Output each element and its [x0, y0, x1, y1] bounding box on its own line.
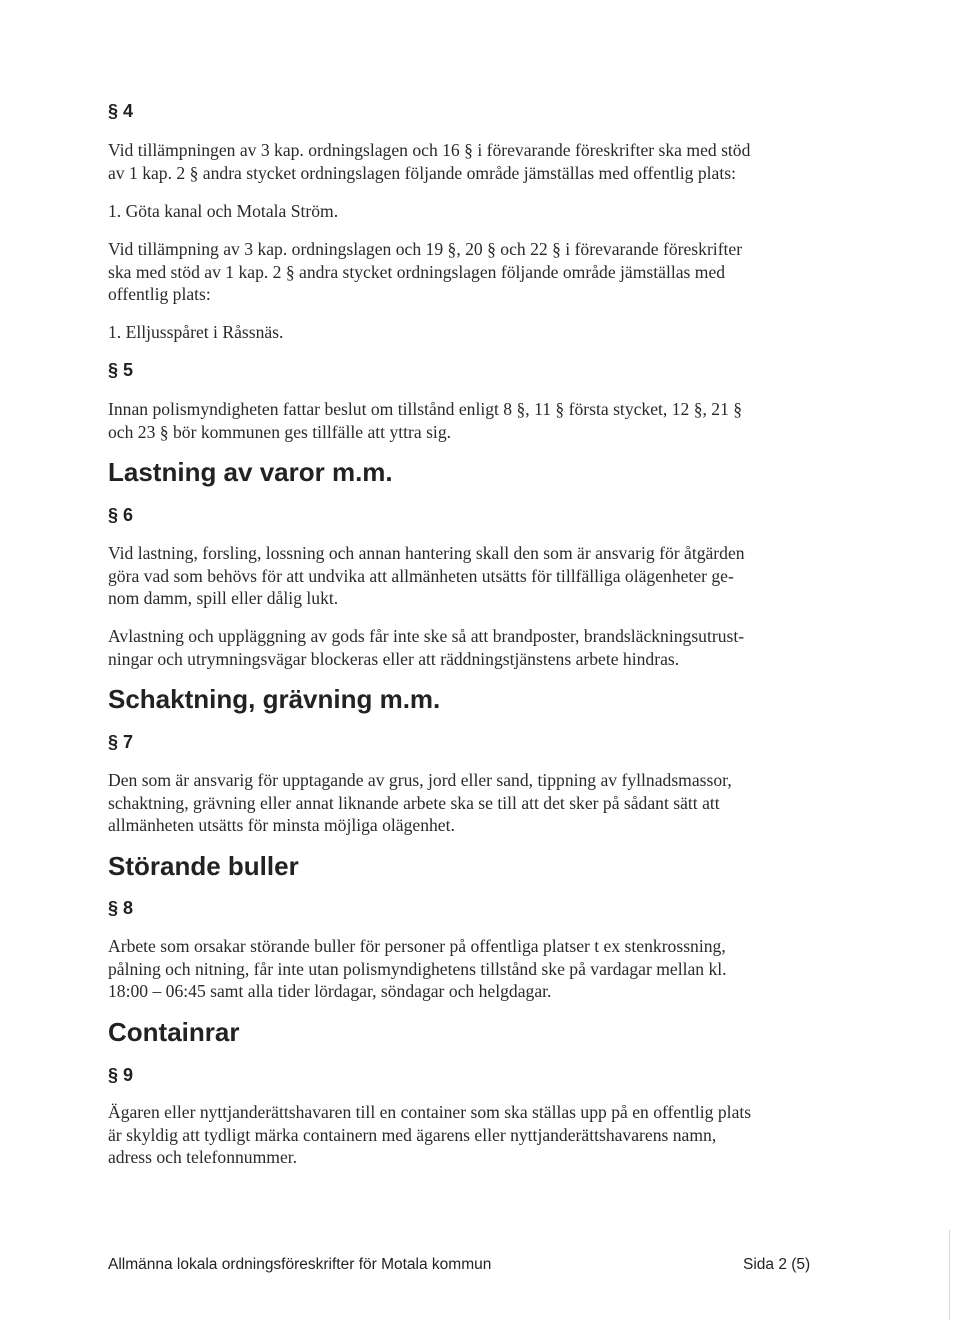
section-7-paragraph-1: Den som är ansvarig för upptagande av grus, jord eller sand, tippning av fyllnadsmassor, schaktning, grävning eller annat liknande arbete ska se till att det sker på sådant sätt att allmänheten utsätts för minsta möjliga olägenhet.: [108, 770, 732, 835]
footer-page-number: Sida 2 (5): [743, 1256, 811, 1273]
section-4-paragraph-2: Vid tillämpning av 3 kap. ordningslagen och 19 §, 20 § och 22 § i förevarande föreskrifter ska med stöd av 1 kap. 2 § andra stycket ordningslagen följande område jämställas med offentlig plats:: [108, 239, 743, 304]
footer-title: Allmänna lokala ordningsföreskrifter för Motala kommun: [108, 1256, 492, 1273]
containrar-title: Containrar: [108, 1017, 240, 1047]
section-4-heading: § 4: [108, 101, 134, 121]
section-9-paragraph-1: Ägaren eller nyttjanderättshavaren till en container som ska ställas upp på en offentlig plats är skyldig att tydligt märka containern med ägarens eller nyttjanderättshavarens namn, adress och telefonnummer.: [108, 1102, 752, 1167]
section-7-heading: § 7: [108, 732, 134, 752]
section-5-heading: § 5: [108, 360, 134, 380]
section-4-list-item-1: 1. Göta kanal och Motala Ström.: [108, 201, 339, 221]
schaktning-title: Schaktning, grävning m.m.: [108, 684, 441, 714]
section-4-paragraph-1: Vid tillämpningen av 3 kap. ordningslagen och 16 § i förevarande föreskrifter ska med stöd av 1 kap. 2 § andra stycket ordningslagen följande område jämställas med offentlig plats:: [108, 140, 751, 183]
buller-title: Störande buller: [108, 851, 299, 881]
section-6-paragraph-2: Avlastning och uppläggning av gods får inte ske så att brandposter, brandsläckningsutrust- ningar och utrymningsvägar blockeras eller att räddningstjänstens arbete hindras.: [108, 626, 745, 669]
section-6-paragraph-1: Vid lastning, forsling, lossning och annan hantering skall den som är ansvarig för åtgärden göra vad som behövs för att undvika att allmänheten utsätts för tillfälliga olägenheter ge- nom damm, spill eller dålig lukt.: [108, 543, 745, 608]
section-6-heading: § 6: [108, 505, 134, 525]
section-8-paragraph-1: Arbete som orsakar störande buller för personer på offentliga platser t ex stenkrossning, pålning och nitning, får inte utan polismyndighetens tillstånd ske på vardagar mellan kl. 18:00 – 06:45 samt alla tider lördagar, söndagar och helgdagar.: [108, 936, 727, 1001]
section-4-list-item-2: 1. Elljusspåret i Råssnäs.: [108, 322, 284, 342]
lastning-title: Lastning av varor m.m.: [108, 457, 393, 487]
section-8-heading: § 8: [108, 898, 134, 918]
section-9-heading: § 9: [108, 1065, 134, 1085]
section-5-paragraph-1: Innan polismyndigheten fattar beslut om tillstånd enligt 8 §, 11 § första stycket, 12 §, 21 § och 23 § bör kommunen ges tillfälle att yttra sig.: [108, 399, 743, 442]
scan-edge-line: [949, 1230, 950, 1320]
